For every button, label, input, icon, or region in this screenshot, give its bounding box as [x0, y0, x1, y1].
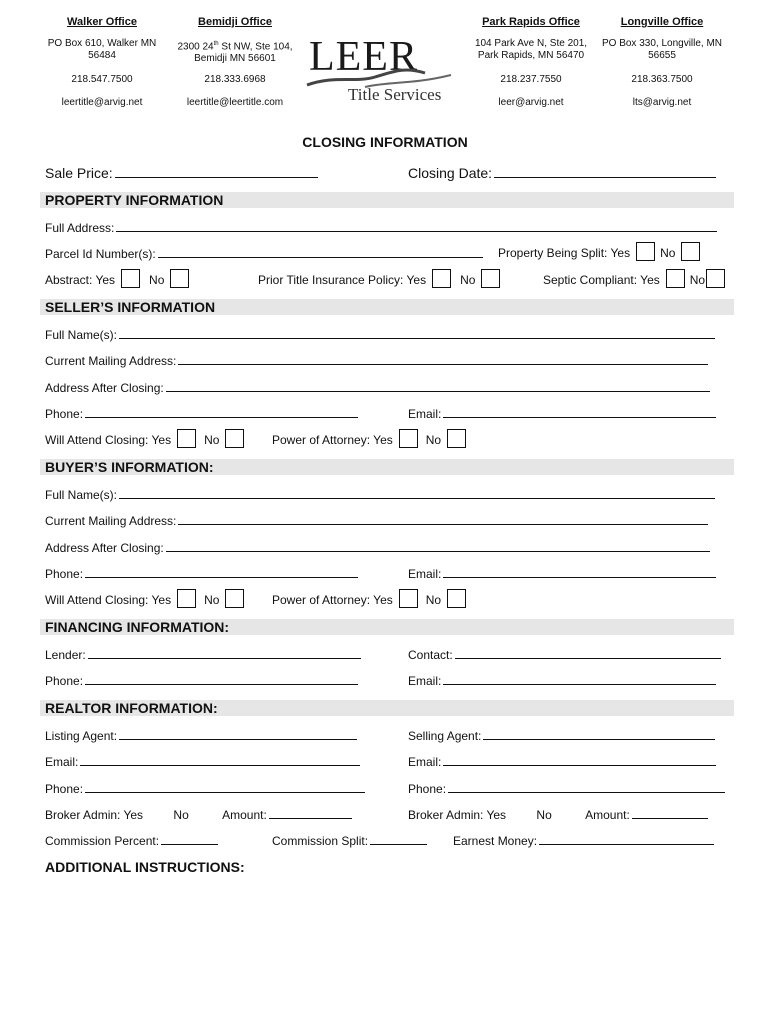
office-name: Longville Office: [620, 16, 704, 28]
full-address-field[interactable]: [116, 220, 717, 232]
buyer-attend-no-label: No: [204, 593, 220, 607]
financing-email-field[interactable]: [443, 673, 716, 685]
septic-row: [543, 273, 730, 288]
seller-poa-no-label: No: [425, 433, 442, 447]
listing-amount-label: Amount:: [222, 808, 267, 822]
office-address: [170, 38, 300, 66]
septic-no-checkbox[interactable]: [706, 269, 725, 288]
seller-phone-label: Phone:: [45, 407, 84, 421]
selling-email-label: Email:: [408, 755, 442, 769]
seller-names-label: Full Name(s):: [45, 328, 118, 342]
lender-row: [45, 647, 361, 662]
office-walker: [37, 16, 167, 109]
seller-poa-no-checkbox[interactable]: [447, 429, 466, 448]
commission-split-row: [272, 833, 427, 848]
listing-agent-label: Listing Agent:: [45, 729, 118, 743]
seller-mailing-label: Current Mailing Address:: [45, 354, 177, 368]
seller-after-label: Address After Closing:: [45, 381, 164, 395]
office-address: PO Box 610, Walker MN 56484: [47, 38, 157, 61]
seller-attend-no-label: No: [204, 433, 220, 447]
closing-date-row: [408, 164, 716, 181]
buyer-poa-label: Power of Attorney: Yes: [272, 593, 393, 607]
seller-poa-label: Power of Attorney: Yes: [272, 433, 393, 447]
financing-email-label: Email:: [408, 674, 442, 688]
buyer-poa-no-checkbox[interactable]: [447, 589, 466, 608]
commission-percent-label: Commission Percent:: [45, 834, 160, 848]
buyer-attend-label: Will Attend Closing: Yes: [45, 593, 172, 607]
split-yes-checkbox[interactable]: [636, 242, 655, 261]
buyer-phone-label: Phone:: [45, 567, 84, 581]
buyer-after-field[interactable]: [166, 540, 710, 552]
selling-phone-label: Phone:: [408, 782, 447, 796]
financing-phone-field[interactable]: [85, 673, 358, 685]
office-address: PO Box 330, Longville, MN 56655: [601, 38, 723, 61]
commission-percent-field[interactable]: [161, 833, 218, 845]
listing-broker-no-label: No: [173, 808, 189, 822]
lender-field[interactable]: [88, 647, 361, 659]
office-name: Bemidji Office: [198, 16, 272, 28]
seller-attend-yes-checkbox[interactable]: [177, 429, 196, 448]
abstract-label: Abstract: Yes: [45, 273, 116, 287]
seller-attend-label: Will Attend Closing: Yes: [45, 433, 172, 447]
seller-email-label: Email:: [408, 407, 442, 421]
abstract-row: [45, 273, 194, 288]
selling-amount-label: Amount:: [585, 808, 630, 822]
full-address-label: Full Address:: [45, 221, 115, 235]
contact-label: Contact:: [408, 648, 453, 662]
seller-mailing-row: [45, 353, 708, 368]
buyer-attend-no-checkbox[interactable]: [225, 589, 244, 608]
prior-title-yes-checkbox[interactable]: [432, 269, 451, 288]
buyer-phone-field[interactable]: [85, 566, 358, 578]
prior-title-no-label: No: [460, 273, 476, 287]
buyer-poa-no-label: No: [425, 593, 442, 607]
listing-phone-label: Phone:: [45, 782, 84, 796]
listing-email-row: [45, 754, 360, 769]
selling-broker-no-label: No: [536, 808, 552, 822]
office-email: lts@arvig.net: [632, 97, 692, 108]
seller-poa-yes-checkbox[interactable]: [399, 429, 418, 448]
seller-email-row: [408, 406, 716, 421]
office-email: leertitle@leertitle.com: [186, 97, 284, 108]
office-phone: 218.547.7500: [71, 74, 133, 85]
office-park-rapids: [466, 16, 596, 109]
selling-email-row: [408, 754, 716, 769]
selling-phone-row: [408, 781, 725, 796]
seller-section-header: SELLER’S INFORMATION: [40, 299, 734, 315]
property-address-row: [45, 220, 717, 235]
selling-email-field[interactable]: [443, 754, 716, 766]
abstract-no-checkbox[interactable]: [170, 269, 189, 288]
financing-phone-label: Phone:: [45, 674, 84, 688]
seller-attend-row: [45, 433, 249, 448]
selling-phone-field[interactable]: [448, 781, 725, 793]
prior-title-row: [258, 273, 505, 288]
sale-price-row: [45, 164, 318, 181]
closing-date-label: Closing Date:: [408, 165, 493, 181]
buyer-phone-row: [45, 566, 358, 581]
commission-split-label: Commission Split:: [272, 834, 369, 848]
office-phone: 218.237.7550: [500, 74, 562, 85]
septic-yes-checkbox[interactable]: [666, 269, 685, 288]
leer-logo: [305, 33, 455, 105]
seller-names-row: [45, 327, 715, 342]
financing-email-row: [408, 673, 716, 688]
contact-row: [408, 647, 721, 662]
buyer-mailing-row: [45, 513, 708, 528]
buyer-attend-yes-checkbox[interactable]: [177, 589, 196, 608]
office-bemidji: [170, 16, 300, 109]
buyer-mailing-field[interactable]: [178, 513, 708, 525]
additional-instructions-heading: ADDITIONAL INSTRUCTIONS:: [45, 859, 245, 875]
buyer-section-header: BUYER’S INFORMATION:: [40, 459, 734, 475]
office-address-line1-rest: St NW, Ste 104,: [218, 41, 293, 53]
seller-mailing-field[interactable]: [178, 353, 708, 365]
commission-percent-row: [45, 833, 218, 848]
listing-agent-field[interactable]: [119, 728, 357, 740]
selling-amount-field[interactable]: [632, 807, 708, 819]
office-phone: 218.363.7500: [631, 74, 693, 85]
seller-names-field[interactable]: [119, 327, 715, 339]
listing-phone-row: [45, 781, 365, 796]
selling-broker-label: Broker Admin: Yes: [408, 808, 507, 822]
buyer-mailing-label: Current Mailing Address:: [45, 514, 177, 528]
office-address-sup: th: [213, 41, 219, 47]
split-row: [498, 246, 705, 261]
earnest-money-row: [453, 833, 714, 848]
financing-section-header: FINANCING INFORMATION:: [40, 619, 734, 635]
property-section-header: PROPERTY INFORMATION: [40, 192, 734, 208]
seller-attend-no-checkbox[interactable]: [225, 429, 244, 448]
earnest-money-field[interactable]: [539, 833, 714, 845]
office-name: Park Rapids Office: [482, 16, 580, 28]
listing-email-field[interactable]: [80, 754, 360, 766]
listing-email-label: Email:: [45, 755, 79, 769]
seller-after-field[interactable]: [166, 380, 710, 392]
listing-phone-field[interactable]: [85, 781, 365, 793]
parcel-id-label: Parcel Id Number(s):: [45, 247, 156, 261]
buyer-email-label: Email:: [408, 567, 442, 581]
seller-email-field[interactable]: [443, 406, 716, 418]
office-address: 104 Park Ave N, Ste 201, Park Rapids, MN 56470: [474, 38, 588, 61]
buyer-poa-yes-checkbox[interactable]: [399, 589, 418, 608]
septic-no-label: No: [689, 273, 706, 287]
listing-broker-row: [45, 807, 352, 822]
split-label: Property Being Split: Yes: [498, 246, 631, 260]
buyer-poa-row: [272, 593, 471, 608]
buyer-email-row: [408, 566, 716, 581]
split-no-label: No: [660, 246, 676, 260]
parcel-row: [45, 246, 483, 261]
buyer-names-field[interactable]: [119, 487, 715, 499]
seller-phone-field[interactable]: [85, 406, 358, 418]
contact-field[interactable]: [455, 647, 721, 659]
listing-amount-field[interactable]: [269, 807, 352, 819]
selling-agent-field[interactable]: [483, 728, 715, 740]
parcel-id-field[interactable]: [158, 246, 483, 258]
sale-price-label: Sale Price:: [45, 165, 113, 181]
buyer-email-field[interactable]: [443, 566, 716, 578]
septic-label: Septic Compliant: Yes: [543, 273, 660, 287]
office-address-line1: 2300 24: [177, 41, 214, 53]
seller-poa-row: [272, 433, 471, 448]
buyer-names-label: Full Name(s):: [45, 488, 118, 502]
commission-split-field[interactable]: [370, 833, 427, 845]
selling-broker-row: [408, 807, 708, 822]
office-email: leer@arvig.net: [498, 97, 564, 108]
office-email: leertitle@arvig.net: [61, 97, 143, 108]
selling-agent-label: Selling Agent:: [408, 729, 482, 743]
office-phone: 218.333.6968: [204, 74, 266, 85]
earnest-money-label: Earnest Money:: [453, 834, 538, 848]
closing-date-field[interactable]: [494, 164, 716, 178]
lender-label: Lender:: [45, 648, 86, 662]
abstract-no-label: No: [149, 273, 165, 287]
listing-broker-label: Broker Admin: Yes: [45, 808, 144, 822]
listing-agent-row: [45, 728, 357, 743]
office-longville: [597, 16, 727, 109]
financing-phone-row: [45, 673, 358, 688]
logo-word: LEER: [309, 34, 418, 80]
prior-title-no-checkbox[interactable]: [481, 269, 500, 288]
selling-agent-row: [408, 728, 715, 743]
abstract-yes-checkbox[interactable]: [121, 269, 140, 288]
realtor-section-header: REALTOR INFORMATION:: [40, 700, 734, 716]
seller-phone-row: [45, 406, 358, 421]
buyer-attend-row: [45, 593, 249, 608]
page-title: CLOSING INFORMATION: [302, 134, 468, 150]
buyer-after-label: Address After Closing:: [45, 541, 164, 555]
buyer-names-row: [45, 487, 715, 502]
seller-after-row: [45, 380, 710, 395]
prior-title-label: Prior Title Insurance Policy: Yes: [258, 273, 427, 287]
buyer-after-row: [45, 540, 710, 555]
sale-price-field[interactable]: [115, 164, 318, 178]
office-name: Walker Office: [67, 16, 137, 28]
split-no-checkbox[interactable]: [681, 242, 700, 261]
office-address-line2: Bemidji MN 56601: [194, 53, 276, 65]
logo-subtitle: Title Services: [348, 85, 442, 104]
